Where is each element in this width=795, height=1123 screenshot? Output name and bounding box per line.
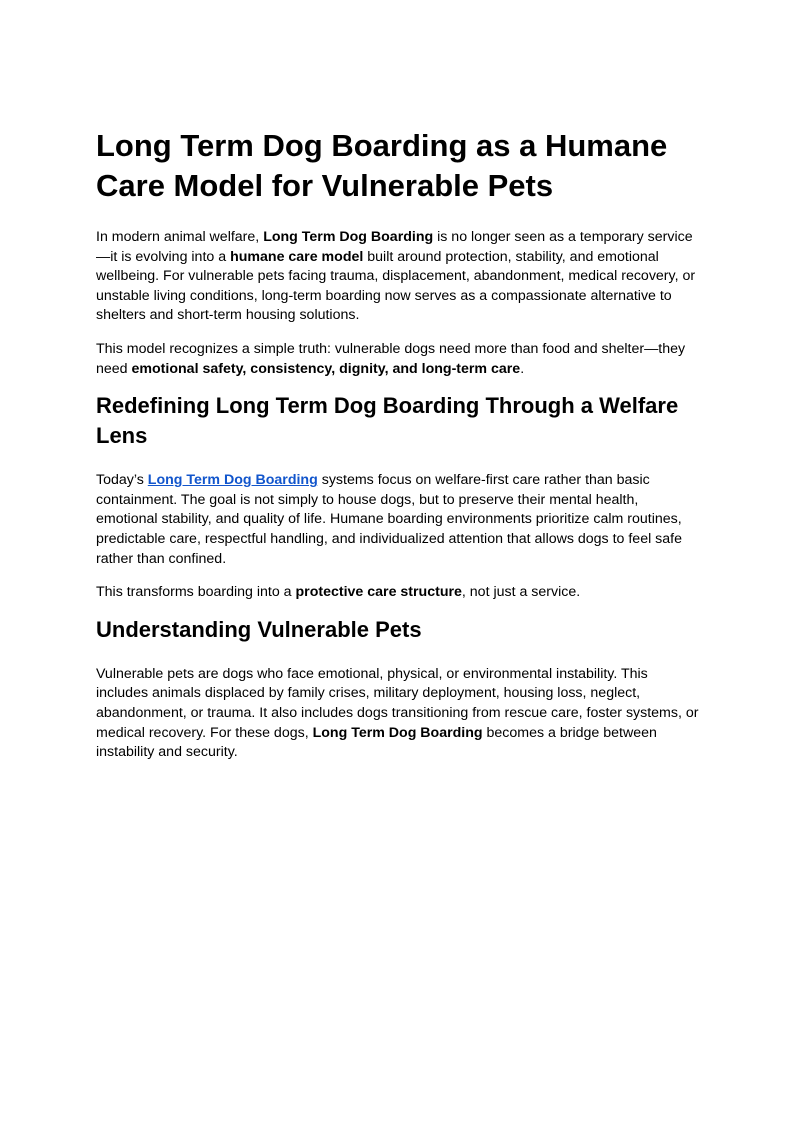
protective-care-paragraph (96, 583, 700, 603)
welfare-text-1: Today’s (96, 472, 148, 489)
document-title: Long Term Dog Boarding as a Humane Care Model for Vulnerable Pets (96, 128, 668, 203)
model-text-2: . (520, 360, 525, 377)
welfare-paragraph (96, 471, 700, 569)
intro-text-2: is no longer seen as a temporary service—it is evolving into a (96, 229, 693, 265)
protective-text-1: This transforms boarding into a (96, 584, 296, 601)
document-page (96, 126, 700, 777)
model-text-1: This model recognizes a simple truth: vulnerable dogs need more than food and shelter—they need (96, 340, 686, 377)
intro-text-3: built around protection, stability, and emotional wellbeing. For vulnerable pets facing trauma, displacement, abandonment, medical recovery, or unstable living conditions, long-term boarding now serves as a compassionate alternative to shelters and short-term housing solutions. (96, 248, 696, 324)
vulnerable-text-1: Vulnerable pets are dogs who face emotional, physical, or environmental instability. This includes animals displaced by family crises, military deployment, housing loss, neglect, abandonment, or trauma. It also includes dogs transitioning from rescue care, foster systems, or medical recovery. For these dogs, (96, 665, 699, 741)
model-paragraph (96, 340, 700, 379)
intro-bold-1: Long Term Dog Boarding (263, 229, 434, 245)
vulnerable-pets-paragraph (96, 665, 700, 763)
intro-paragraph (96, 228, 700, 326)
protective-text-2: , not just a service. (461, 584, 581, 601)
intro-text-1: In modern animal welfare, (96, 229, 264, 245)
welfare-text-2: systems focus on welfare-first care rather than basic containment. The goal is not simply to house dogs, but to preserve their mental health, emotional stability, and quality of life. Humane boarding environments prioritize calm routines, predictable care, respectful handling, and individualized attention that allows dogs to feel safe rather than confined. (96, 472, 683, 567)
model-bold-1: emotional safety, consistency, dignity, and long-term care (131, 360, 521, 377)
section-heading-vulnerable-pets: Understanding Vulnerable Pets (96, 616, 422, 642)
intro-bold-2: humane care model (230, 248, 364, 265)
vulnerable-bold-1: Long Term Dog Boarding (312, 724, 483, 741)
protective-bold-1: protective care structure (295, 584, 462, 601)
long-term-dog-boarding-link[interactable]: Long Term Dog Boarding (147, 472, 318, 489)
section-heading-redefining: Redefining Long Term Dog Boarding Through a Welfare Lens (96, 393, 679, 449)
vulnerable-text-2: becomes a bridge between instability and security. (96, 724, 657, 761)
